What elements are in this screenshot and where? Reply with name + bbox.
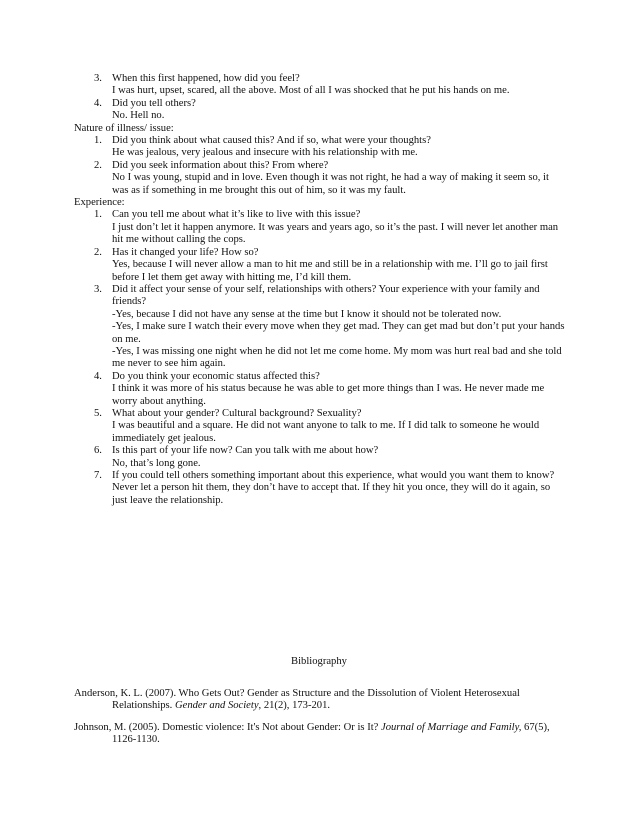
- question-text: Did it affect your sense of your self, relationships with others? Your experience with your family and friends?: [112, 283, 540, 308]
- question-text: Did you seek information about this? From where?: [112, 159, 329, 171]
- question-number: 2.: [94, 159, 102, 171]
- question-item: [74, 371, 566, 408]
- question-text: What about your gender? Cultural background? Sexuality?: [112, 407, 362, 419]
- answer-text: -Yes, I make sure I watch their every move when they get mad. They can get mad but don’t put your hands on me.: [112, 321, 565, 345]
- answer-text: Never let a person hit them, they don’t have to accept that. If they hit you once, they will do it again, so just leave the relationship.: [112, 482, 551, 506]
- interview-content: [74, 73, 566, 507]
- question-text: Did you tell others?: [112, 97, 196, 109]
- answer-text: -Yes, I was missing one night when he did not let me come home. My mom was hurt real bad and she told me never to see him again.: [112, 345, 562, 370]
- section-title: Nature of illness/ issue:: [74, 122, 174, 134]
- question-number: 2.: [94, 246, 102, 258]
- journal-title: Gender and Society: [174, 700, 259, 712]
- question-item: [74, 247, 566, 284]
- question-number: 1.: [94, 135, 102, 147]
- question-item: [74, 160, 566, 197]
- question-item: [74, 73, 566, 98]
- journal-title: Journal of Marriage and Family,: [381, 722, 522, 733]
- answer-text: No I was young, stupid and in love. Even though it was not right, he had a way of making it seem so, it was as if something in me brought this out of him, so it was my fault.: [112, 172, 549, 196]
- question-text: Has it changed your life? How so?: [112, 246, 259, 258]
- question-item: [74, 98, 566, 123]
- question-text: Is this part of your life now? Can you talk with me about how?: [112, 445, 379, 457]
- question-text: If you could tell others something important about this experience, what would you want them to know?: [112, 470, 555, 481]
- answer-text: No, that’s long gone.: [112, 457, 201, 469]
- answer-text: He was jealous, very jealous and insecure with his relationship with me.: [112, 147, 418, 159]
- citation-details: 67(5), 1126-1130.: [112, 722, 550, 746]
- question-item: [74, 470, 566, 507]
- question-item: [74, 209, 566, 246]
- question-text: Do you think your economic status affected this?: [112, 370, 320, 382]
- bibliography-entry: [74, 688, 566, 713]
- section-experience: [74, 197, 566, 507]
- answer-text: Yes, because I will never allow a man to hit me and still be in a relationship with me. I’ll go to jail first before I let them get away with hitting me, I’d kill them.: [112, 259, 548, 283]
- question-number: 4.: [94, 97, 102, 109]
- answer-text: I was hurt, upset, scared, all the above. Most of all I was shocked that he put his hands on me.: [112, 85, 510, 97]
- bibliography-entry: [74, 722, 566, 747]
- question-number: 6.: [94, 445, 102, 457]
- bibliography-citation: [74, 688, 566, 713]
- answer-text: I just don’t let it happen anymore. It was years and years ago, so it’s the past. I will never let another man hit me without calling the cops.: [112, 221, 559, 246]
- question-text: Can you tell me about what it’s like to live with this issue?: [112, 209, 361, 221]
- question-text: Did you think about what caused this? And if so, what were your thoughts?: [112, 135, 431, 147]
- question-number: 7.: [94, 470, 102, 481]
- section-nature-of-illness: [74, 123, 566, 197]
- question-item: [74, 445, 566, 470]
- citation-details: , 21(2), 173-201.: [258, 700, 331, 712]
- section-title: Experience:: [74, 197, 125, 209]
- citation-text: Johnson, M. (2005). Domestic violence: It's Not about Gender: Or is It?: [74, 722, 382, 733]
- citation-text: Anderson, K. L. (2007). Who Gets Out? Gender as Structure and the Dissolution of Violent Heterosexual Relationships.: [74, 688, 520, 712]
- question-item: [74, 408, 566, 445]
- question-number: 5.: [94, 407, 102, 419]
- question-number: 3.: [94, 73, 102, 84]
- question-number: 4.: [94, 370, 102, 382]
- question-number: 3.: [94, 283, 102, 295]
- answer-text: -Yes, because I did not have any sense at the time but I know it should not be tolerated now.: [112, 308, 502, 320]
- section-continuation: [74, 73, 566, 123]
- answer-text: I think it was more of his status because he was able to get more things than I was. He never made me worry about anything.: [112, 383, 545, 407]
- question-item: [74, 135, 566, 160]
- answer-text: I was beautiful and a square. He did not want anyone to talk to me. If I did talk to someone he would immediately get jealous.: [112, 420, 540, 444]
- question-number: 1.: [94, 209, 102, 221]
- question-text: When this first happened, how did you feel?: [112, 73, 300, 84]
- bibliography-citation: [74, 722, 566, 747]
- bibliography-heading: Bibliography: [291, 656, 347, 667]
- question-item: [74, 284, 566, 371]
- answer-text: No. Hell no.: [112, 110, 165, 122]
